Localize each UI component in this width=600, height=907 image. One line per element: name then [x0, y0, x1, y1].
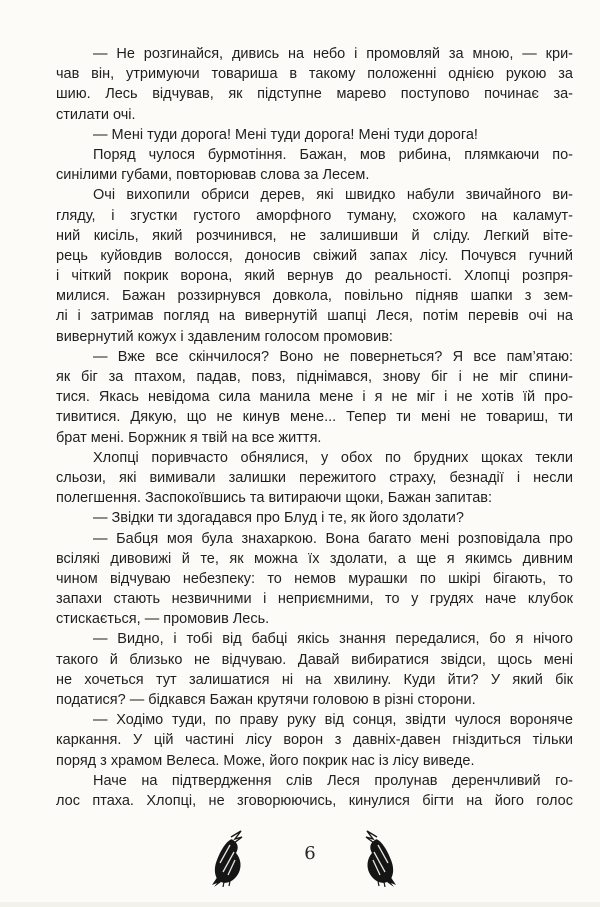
text-line: — Звідки ти здогадався про Блуд і те, як його здолати?: [93, 510, 464, 527]
text-line: милися. Бажан роззирнувся довкола, повільно підняв шапки з зем-: [56, 288, 573, 305]
text-line: і чіткий покрик ворона, який вернув до реальності. Хлопці розпря-: [56, 268, 573, 285]
text-line: полегшення. Заспокоївшись та витираючи щоки, Бажан запитав:: [56, 490, 493, 507]
text-line: — Ходімо туди, по праву руку від сонця, звідти чулося вороняче: [93, 712, 573, 729]
text-line: як біг за птахом, падав, повз, піднімався, знову біг і не міг спини-: [56, 369, 573, 385]
text-line: Наче на підтвердження слів Леся пролунав деренчливий го-: [93, 772, 573, 789]
text-line: тивитися. Дякую, що не кинув мене... Тепер ти мені не товариш, ти: [56, 409, 573, 426]
text-line: каркання. У цій частині лісу ворон з давніх-давен гніздиться тільки: [56, 732, 573, 749]
text-line: чином відчуваю небезпеку: то немов мурашки по шкірі бігають, то: [56, 570, 573, 587]
text-line: — Вже все скінчилося? Воно не повернеться? Я все пам’ятаю:: [93, 348, 573, 365]
page-number: 6: [304, 843, 316, 864]
text-line: тися. Якась невідома сила манила мене і я не міг і не хотів їй про-: [56, 389, 573, 406]
text-line: Очі вихопили обриси дерев, які швидко набули звичайного ви-: [93, 187, 573, 204]
text-line: не хочеться тут залишатися ні на хвилину. Куди йти? У який бік: [56, 671, 573, 688]
text-line: стискається, — промовив Лесь.: [56, 611, 270, 628]
text-line: всілякі дивовижі й те, як можна їх здолати, а ще я якимсь дивним: [56, 550, 573, 567]
text-line: вивернутий кожух і здавленим голосом промовив:: [56, 328, 393, 345]
text-line: поряд з храмом Велеса. Може, його покрик нас із лісу виведе.: [56, 752, 475, 769]
text-line: сльози, які вимивали залишки пережитого страху, безнадії і несли: [56, 469, 573, 486]
text-line: стилати очі.: [56, 106, 136, 123]
text-line: чав він, утримуючи товариша в такому положенні однією рукою за: [56, 66, 573, 83]
text-line: такого й близько не відчуваю. Давай вибиратися звідси, щось мені: [56, 651, 573, 668]
text-line: рець куйовдив волосся, доносив свіжий запах лісу. Почувся гучний: [56, 247, 573, 264]
text-line: — Не розгинайся, дивись на небо і промовляй за мною, — кри-: [93, 46, 573, 62]
text-line: брат мені. Боржник я твій на все життя.: [56, 429, 322, 446]
raven-icon: [211, 830, 244, 887]
text-line: запахи стають незвичними і неприємними, то у грудях наче клубок: [56, 591, 573, 608]
text-line: ний кисіль, який розчинився, не залишивши й сліду. Легкий віте-: [56, 227, 573, 244]
text-line: — Бабця моя була знахаркою. Вона багато мені розповідала про: [93, 530, 573, 547]
text-line: — Видно, і тобі від бабці якісь знання передалися, бо я нічого: [93, 631, 573, 648]
text-line: — Мені туди дорога! Мені туди дорога! Мені туди дорога!: [93, 126, 478, 143]
text-line: лі і затримав погляд на вивернутій шапці Леся, потім перевів очі на: [56, 308, 573, 325]
text-line: шию. Лесь відчував, як підступне марево поступово починає за-: [56, 86, 573, 103]
text-line: лос птаха. Хлопці, не зговорюючись, кинулися бігти на його голос: [56, 792, 573, 809]
text-line: Хлопці поривчасто обнялися, у обох по брудних щоках текли: [93, 449, 573, 466]
text-line: податися? — бідкався Бажан крутячи головою в різні сторони.: [56, 692, 476, 708]
text-line: гляду, і згустки густого аморфного туману, схожого на каламут-: [56, 207, 573, 224]
page-bottom-edge: [0, 902, 600, 907]
text-line: Поряд чулося бурмотіння. Бажан, мов рибина, плямкаючи по-: [93, 146, 573, 163]
text-line: синілими губами, повторював слова за Лесем.: [56, 167, 370, 184]
raven-icon: [364, 830, 397, 887]
page-text: [56, 44, 573, 811]
